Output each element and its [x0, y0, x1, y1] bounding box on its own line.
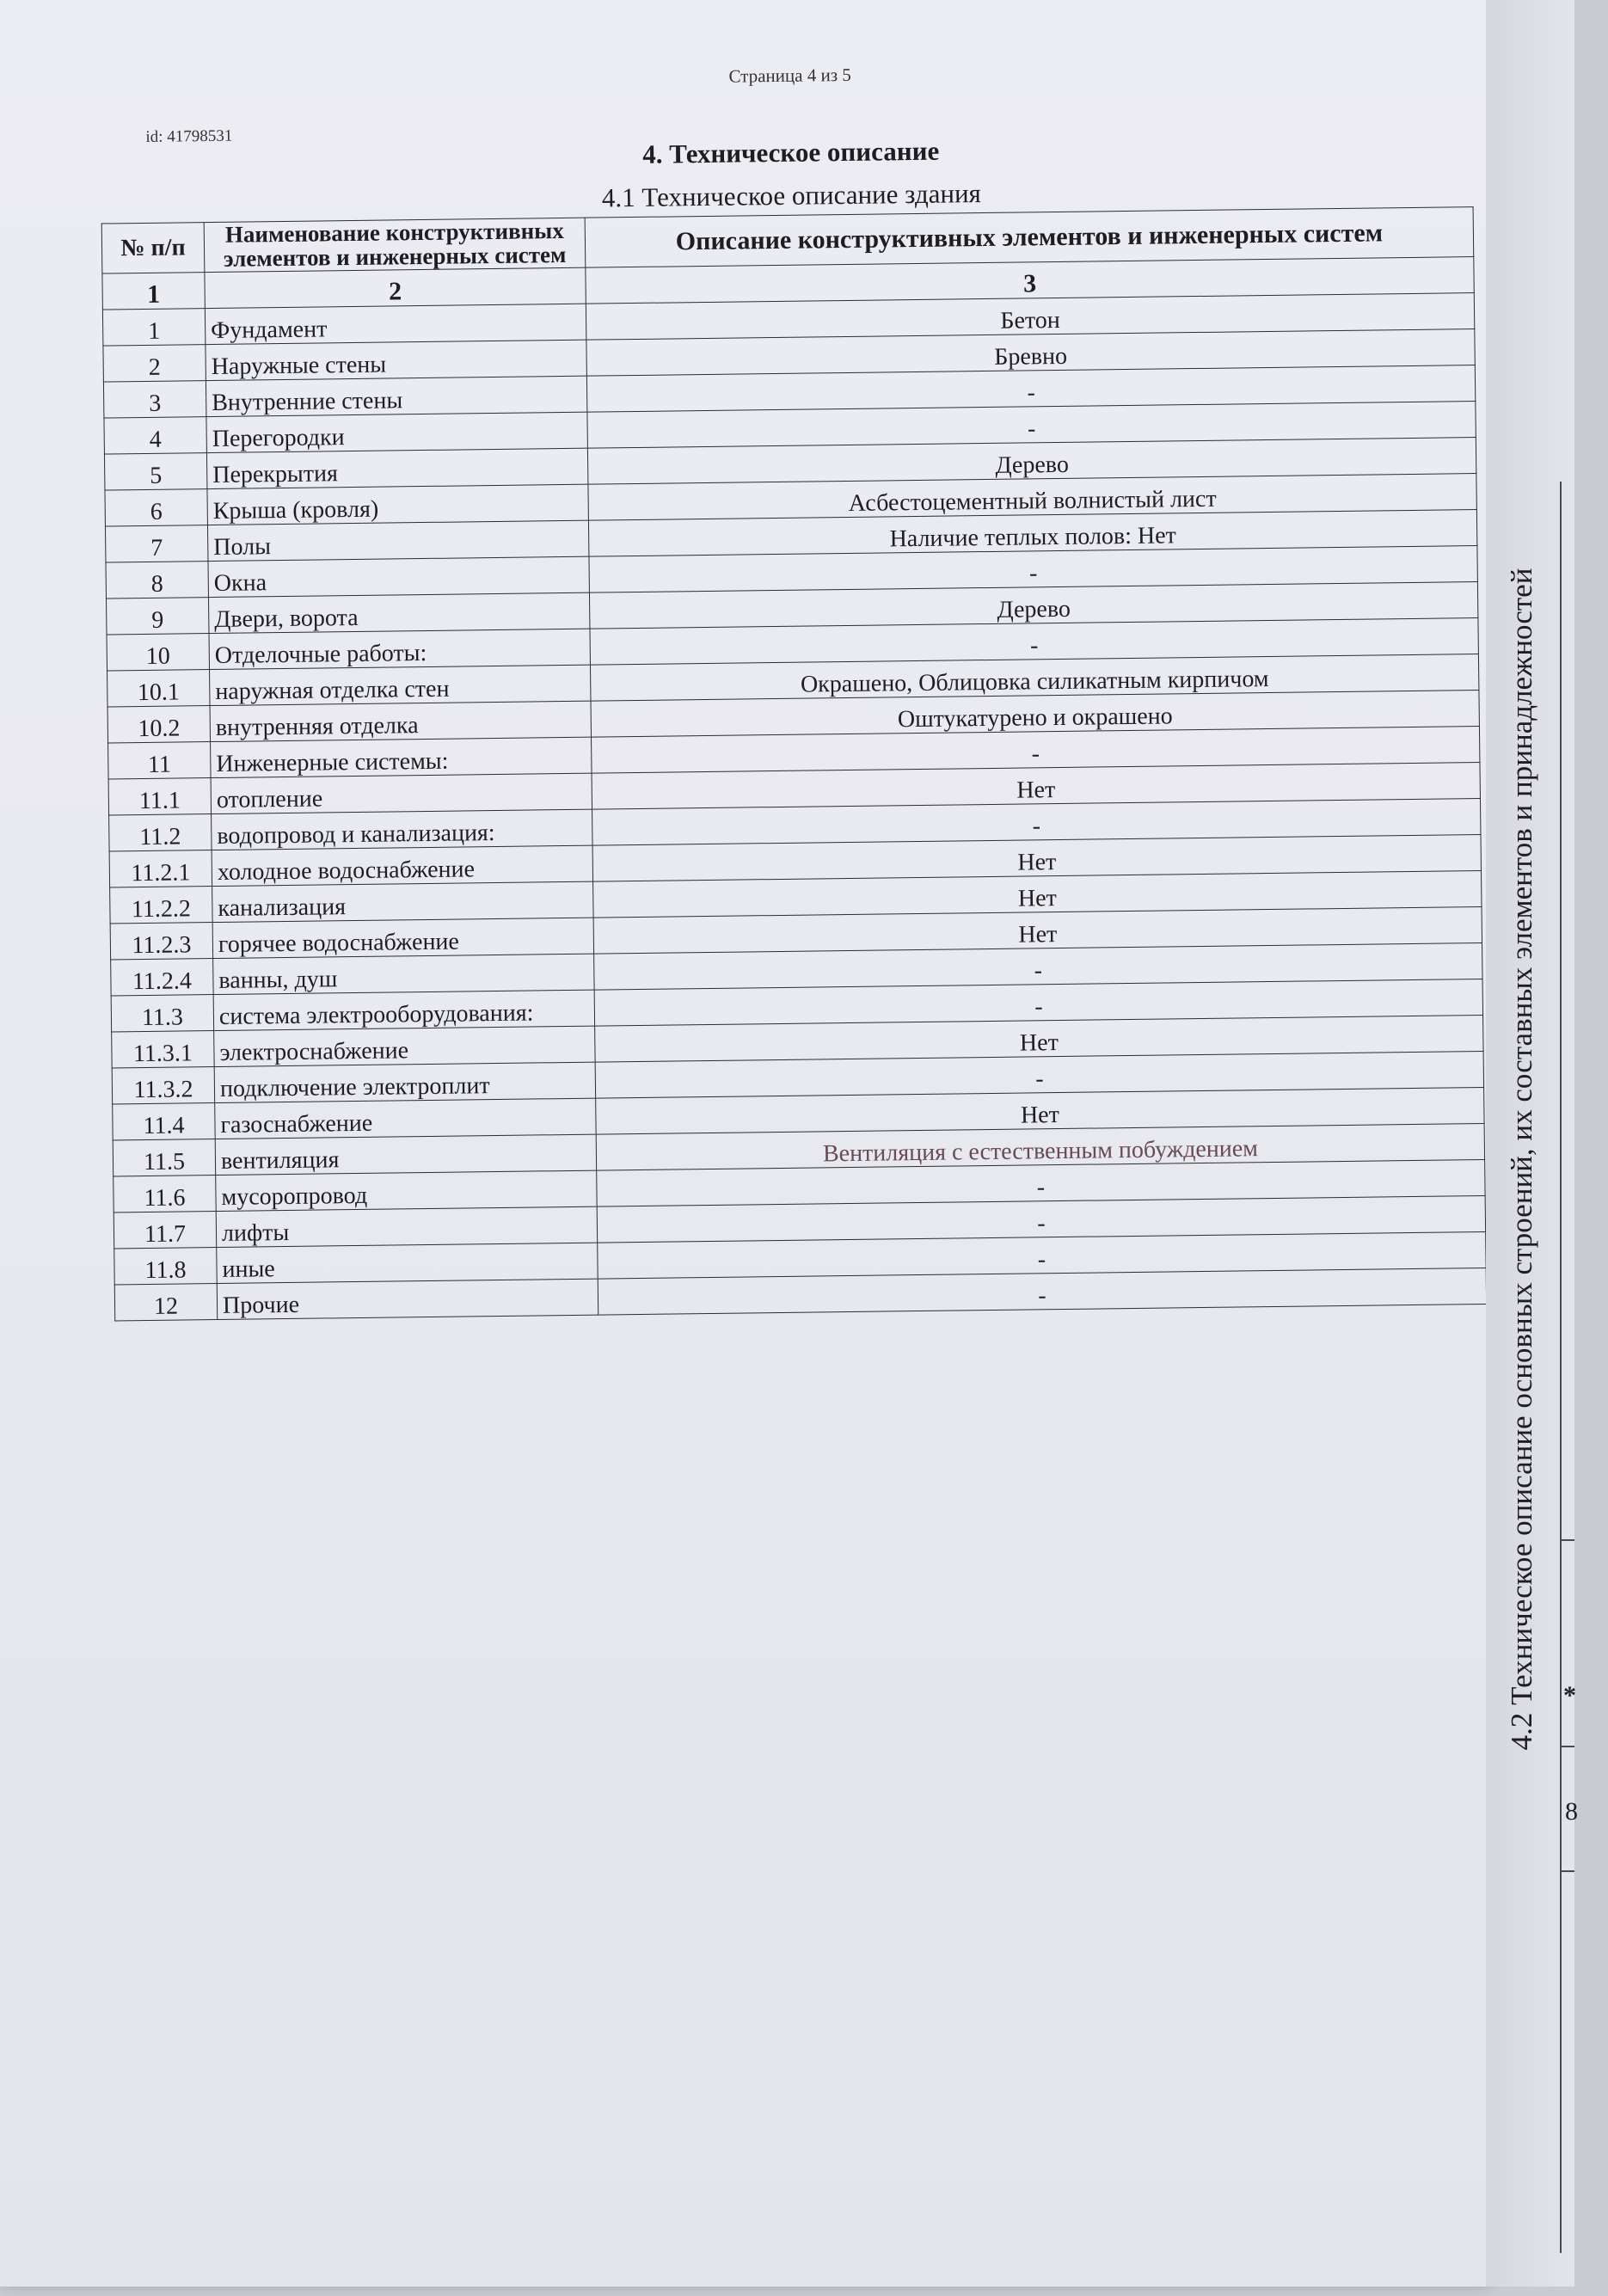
column-index-3: 3	[586, 256, 1474, 304]
row-element-name: иные	[217, 1243, 598, 1283]
table-body	[102, 292, 1486, 1320]
row-element-name: Крыша (кровля)	[207, 484, 588, 525]
row-element-name: Перегородки	[206, 412, 587, 452]
row-description: Дерево	[587, 437, 1476, 484]
header-number: № п/п	[101, 223, 205, 273]
row-description: -	[586, 365, 1475, 412]
row-element-name: подключение электроплит	[214, 1062, 595, 1102]
row-element-name: Фундамент	[205, 304, 586, 344]
row-element-name: Прочие	[217, 1279, 598, 1319]
row-element-name: отопление	[211, 773, 592, 813]
row-description: Асбестоцементный волнистый лист	[588, 473, 1476, 520]
subsection-title: 4.1 Техническое описание здания	[601, 178, 982, 213]
adjacent-table-rule	[1560, 1539, 1574, 1541]
row-description: -	[597, 1159, 1485, 1206]
row-number: 11	[108, 741, 212, 778]
row-number: 12	[114, 1283, 218, 1320]
row-description: -	[595, 1051, 1483, 1098]
technical-description-table	[101, 206, 1487, 1321]
page-number: Страница 4 из 5	[728, 64, 851, 87]
row-description: Окрашено, Облицовка силикатным кирпичом	[590, 654, 1478, 701]
row-element-name: Перекрытия	[206, 448, 587, 488]
row-description: -	[594, 942, 1482, 990]
row-description: -	[598, 1268, 1486, 1315]
row-element-name: газоснабжение	[215, 1098, 596, 1139]
row-number: 5	[104, 452, 207, 489]
row-description: Нет	[593, 906, 1482, 954]
row-description: Наличие теплых полов: Нет	[588, 509, 1476, 556]
row-number: 6	[105, 488, 208, 525]
row-element-name: Наружные стены	[206, 340, 586, 380]
row-description: -	[590, 617, 1478, 665]
row-element-name: ванны, душ	[213, 954, 594, 994]
row-description: -	[589, 545, 1477, 592]
row-element-name: лифты	[216, 1206, 597, 1247]
column-index-1: 1	[102, 272, 206, 309]
header-description: Описание конструктивных элементов и инженерных систем	[585, 207, 1474, 267]
row-number: 11.3	[111, 994, 214, 1031]
row-element-name: наружная отделка стен	[210, 665, 591, 705]
row-description: Бревно	[586, 328, 1475, 376]
row-number: 11.8	[114, 1247, 218, 1284]
row-element-name: вентиляция	[215, 1134, 596, 1175]
adjacent-table-border	[1560, 482, 1562, 2253]
row-description: Нет	[593, 870, 1482, 918]
row-description: Нет	[592, 834, 1481, 881]
row-number: 11.4	[113, 1102, 216, 1139]
row-description: Дерево	[589, 581, 1477, 629]
row-element-name: система электрооборудования:	[213, 990, 594, 1030]
row-number: 11.5	[113, 1139, 216, 1176]
row-element-name: Внутренние стены	[206, 376, 586, 416]
row-number: 9	[106, 597, 209, 634]
adjacent-page-mark: 8	[1565, 1797, 1578, 1826]
row-description: -	[592, 726, 1480, 773]
column-index-2: 2	[205, 267, 586, 308]
row-element-name: внутренняя отделка	[210, 701, 591, 741]
section-title: 4. Техническое описание	[641, 135, 940, 169]
row-number: 7	[105, 525, 208, 562]
row-number: 10.1	[107, 669, 211, 706]
row-element-name: холодное водоснабжение	[212, 845, 592, 886]
row-number: 11.6	[114, 1175, 217, 1212]
row-element-name: электроснабжение	[214, 1026, 595, 1066]
header-element-name: Наименование конструктивных элементов и инженерных систем	[204, 218, 586, 272]
row-number: 11.2.2	[110, 886, 213, 923]
row-number: 1	[102, 308, 206, 345]
row-description: Оштукатурено и окрашено	[591, 690, 1479, 737]
row-description: Нет	[595, 1015, 1483, 1062]
row-number: 2	[103, 344, 206, 381]
row-element-name: горячее водоснабжение	[212, 918, 593, 958]
row-number: 3	[103, 380, 206, 417]
row-description: -	[587, 401, 1476, 448]
row-element-name: Окна	[208, 556, 589, 597]
row-element-name: Инженерные системы:	[211, 737, 592, 777]
adjacent-page-title: 4.2 Техническое описание основных строений, их составных элементов и принадлежностей	[1505, 568, 1538, 1751]
row-description: -	[592, 798, 1481, 845]
adjacent-page-mark: *	[1563, 1681, 1576, 1710]
row-number: 10	[107, 633, 210, 670]
adjacent-table-rule	[1560, 1870, 1574, 1872]
row-element-name: Двери, ворота	[208, 592, 589, 633]
row-number: 11.2.3	[110, 922, 213, 959]
adjacent-page-edge	[1486, 0, 1578, 2287]
row-number: 11.1	[108, 777, 212, 814]
document-id: id: 41798531	[145, 126, 233, 146]
row-element-name: канализация	[212, 881, 593, 922]
row-element-name: Отделочные работы:	[209, 629, 590, 669]
row-number: 10.2	[107, 705, 211, 742]
row-number: 11.2.1	[109, 850, 212, 887]
row-description: Вентиляция с естественным побуждением	[596, 1123, 1484, 1170]
row-description: -	[598, 1231, 1486, 1279]
row-number: 11.3.2	[112, 1066, 215, 1103]
row-number: 8	[106, 561, 209, 598]
row-description: -	[597, 1195, 1485, 1243]
row-description: Нет	[596, 1087, 1484, 1134]
row-number: 11.3.1	[112, 1030, 215, 1067]
row-element-name: водопровод и канализация:	[212, 809, 592, 850]
row-element-name: мусоропровод	[216, 1170, 597, 1211]
row-number: 4	[104, 416, 207, 453]
row-number: 11.2.4	[111, 958, 214, 995]
row-description: Нет	[592, 762, 1480, 809]
row-description: -	[594, 979, 1482, 1026]
adjacent-table-rule	[1560, 1746, 1574, 1747]
row-number: 11.2	[109, 813, 212, 850]
row-element-name: Полы	[207, 520, 588, 561]
row-number: 11.7	[114, 1211, 217, 1248]
row-description: Бетон	[586, 292, 1474, 340]
